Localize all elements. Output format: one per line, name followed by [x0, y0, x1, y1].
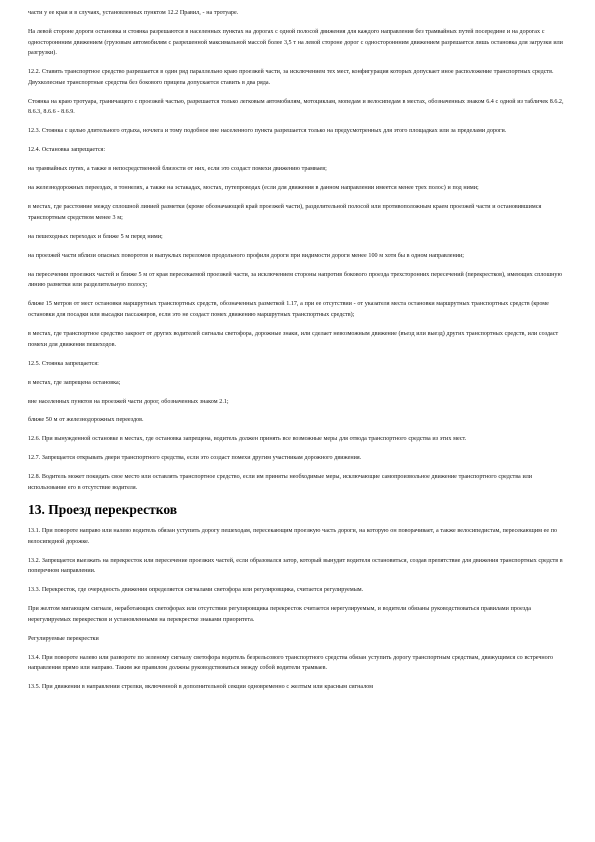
paragraph: 13.1. При повороте направо или налево водитель обязан уступить дорогу пешеходам, пересекающим проезжую часть дороги, на которую он поворачивает, а также велосипедистам, пересекающим ее по велосипедной дорожке. [28, 528, 558, 545]
paragraph: 12.6. При вынужденной остановке в местах, где остановка запрещена, водитель должен принять все возможные меры для отвода транспортного средства из этих мест. [28, 436, 467, 443]
paragraph: части у ее края и в случаях, установленных пунктом 12.2 Правил, - на тротуаре. [28, 10, 239, 16]
paragraph: 12.2. Ставить транспортное средство разрешается в один ряд параллельно краю проезжей части, за исключением тех мест, конфигурация которых допускает иное расположение транспортных средств. Двухколесные транспортные средства без бокового прицепа допускается ставить в два ряда. [28, 69, 554, 86]
paragraph: ближе 15 метров от мест остановки маршрутных транспортных средств, обозначенных разметкой 1.17, а при ее отсутствии - от указателя места остановки маршрутных транспортных средств (кроме остановки для посадки или высадки пассажиров, если это не создаст помех движению маршрутных транспортных средств); [28, 301, 549, 318]
section-heading: 13. Проезд перекрестков [28, 502, 178, 518]
paragraph: 12.5. Стоянка запрещается: [28, 360, 99, 367]
paragraph: 13.5. При движении в направлении стрелки, включенной в дополнительной секции одновременно с желтым или красным сигналом [28, 684, 374, 691]
paragraph: 12.3. Стоянка с целью длительного отдыха, ночлега и тому подобное вне населенного пункта разрешается только на предусмотренных для этого площадках или за пределами дороги. [28, 128, 507, 135]
paragraph: 13.3. Перекресток, где очередность движения определяется сигналами светофора или регулировщика, считается регулируемым. [28, 587, 364, 594]
paragraph: 13.2. Запрещается выезжать на перекресток или пересечение проезжих частей, если образовался затор, который вынудит водителя остановиться, создав препятствие для движения транспортных средств в поперечном направлении. [28, 557, 563, 575]
paragraph: в местах, где запрещена остановка; [28, 379, 121, 386]
paragraph: ближе 50 м от железнодорожных переездов. [28, 417, 144, 424]
paragraph: в местах, где расстояние между сплошной линией разметки (кроме обозначающей край проезжей части), разделительной полосой или противоположным краем проезжей части и остановившимся транспортным средством менее 3 м; [28, 204, 542, 221]
section-12-text [28, 8, 571, 494]
paragraph: на трамвайных путях, а также в непосредственной близости от них, если это создаст помехи движению трамваев; [28, 166, 327, 173]
paragraph: на пешеходных переходах и ближе 5 м перед ними; [28, 233, 163, 240]
paragraph: 12.8. Водитель может покидать свое место или оставлять транспортное средство, если им приняты необходимые меры, исключающие самопроизвольное движение транспортного средства или использование его в отсутствие водителя. [28, 474, 533, 492]
paragraph: 12.7. Запрещается открывать двери транспортного средства, если это создаст помехи другим участникам дорожного движения. [28, 455, 362, 462]
paragraph: 12.4. Остановка запрещается: [28, 147, 106, 154]
paragraph: вне населенных пунктов на проезжей части дорог, обозначенных знаком 2.1; [28, 398, 229, 405]
paragraph: на пересечении проезжих частей и ближе 5 м от края пересекаемой проезжей части, за исключением стороны напротив бокового проезда трехсторонних пересечений (перекрестков), имеющих сплошную линию разметки или разделительную полосу; [28, 271, 563, 289]
subsection-title: Регулируемые перекрестки [28, 635, 99, 642]
paragraph: На левой стороне дороги остановка и стоянка разрешаются в населенных пунктах на дорогах с одной полосой движения для каждого направления без трамвайных путей посередине и на дорогах с одностороннним движением (грузовым автомобилям с разрешенной максимальной массой более 3,5 т на левой стороне дорог с одностороннним движением разрешается лишь остановка для загрузки или разгрузки). [28, 28, 563, 57]
paragraph: 13.4. При повороте налево или развороте по зеленому сигналу светофора водитель безрельсового транспортного средства обязан уступить дорогу транспортным средствам, движущимся со встречного направления прямо или направо. Таким же правилом должны руководствоваться между собой водители трамваев. [28, 654, 554, 672]
paragraph: на проезжей части вблизи опасных поворотов и выпуклых переломов продольного профиля дороги при видимости дороги менее 100 м хотя бы в одном направлении; [28, 252, 464, 259]
paragraph: в местах, где транспортное средство закроет от других водителей сигналы светофора, дорожные знаки, или сделает невозможным движение (въезд или выезд) других транспортных средств, или создаст помехи для движения пешеходов. [28, 330, 559, 348]
paragraph: на железнодорожных переездах, в тоннелях, а также на эстакадах, мостах, путепроводах (если для движения в данном направлении имеется менее трех полос) и под ними; [28, 185, 479, 192]
section-13-text [28, 526, 571, 693]
paragraph: При желтом мигающем сигнале, неработающих светофорах или отсутствии регулировщика перекресток считается нерегулируемым, и водители обязаны руководствоваться правилами проезда нерегулируемых перекрестков и установленными на перекрестке знаками приоритета. [28, 606, 531, 623]
paragraph: Стоянка на краю тротуара, граничащего с проезжей частью, разрешается только легковым автомобилям, мотоциклам, мопедам и велосипедам в местах, обозначенных знаком 6.4 с одной из табличек 8.6.2, 8.6.3, 8.6.6 - 8.6.9. [28, 98, 564, 116]
